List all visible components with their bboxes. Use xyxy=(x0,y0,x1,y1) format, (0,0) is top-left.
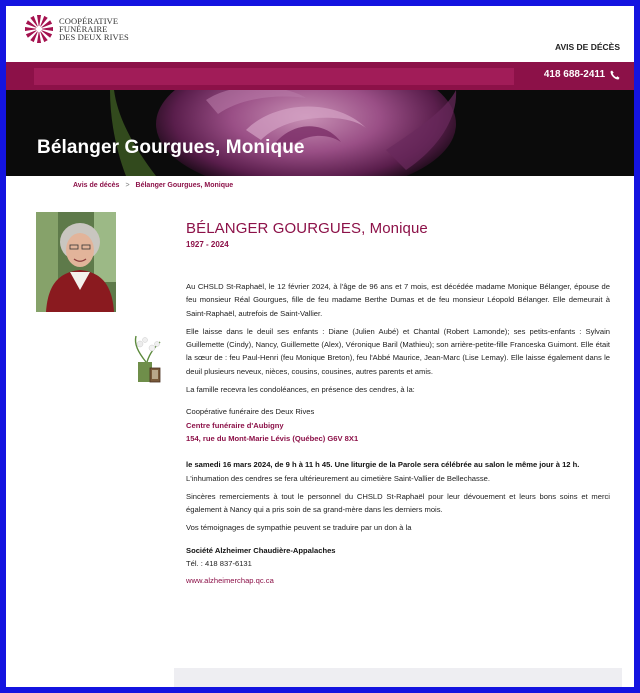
logo-line-2: FUNÉRAIRE xyxy=(59,24,108,34)
logo-text xyxy=(59,17,129,41)
paragraph-death: Au CHSLD St-Raphaël, le 12 février 2024, à l'âge de 96 ans et 7 mois, est décédée madame Monique Bélanger, épouse de feu monsieur Réal Gourgues, fille de feu madame Berthe Dumas et de feu monsieur Léopold Bélanger. Elle demeurait à Saint-Raphaël, autrefois de Saint-Vallier. xyxy=(186,282,610,318)
logo[interactable] xyxy=(24,14,129,44)
breadcrumb-current: Bélanger Gourgues, Monique xyxy=(135,182,234,189)
band-inner-bar xyxy=(34,68,514,85)
venue-name: Centre funéraire d'Aubigny xyxy=(186,420,284,430)
lifespan-dates: 1927 - 2024 xyxy=(186,240,229,249)
donation-website-link[interactable]: www.alzheimerchap.qc.ca xyxy=(186,576,274,586)
hero-banner xyxy=(6,90,634,176)
paragraph-family: Elle laisse dans le deuil ses enfants : Diane (Julien Aubé) et Chantal (Robert Lamonde); ses petits-enfants : Sylvain Guillemette (Cindy), Nancy, Guillemette (Alex), Véronique Baril (Mathieu); son arrière-petite-fille Franceska Guimont. Elle était la sœur de : feu Paul-Henri (feu Monique Breton), feu l'Abbé Maurice, Jean-Marc (Lise Lemay). Elle laisse également dans le deuil plusieurs neveux, nièces, cousins, cousines, autres parents et amis. xyxy=(186,326,610,376)
venue-org: Coopérative funéraire des Deux Rives xyxy=(186,407,315,417)
breadcrumb xyxy=(73,182,233,189)
deceased-name: BÉLANGER GOURGUES, Monique xyxy=(186,220,428,237)
rose-image xyxy=(6,90,634,176)
venue-block xyxy=(186,405,610,445)
phone-link[interactable] xyxy=(544,69,620,80)
donation-intro: Vos témoignages de sympathie peuvent se traduire par un don à la xyxy=(186,523,412,533)
comments-section xyxy=(174,668,622,687)
logo-line-3: DES DEUX RIVES xyxy=(59,32,129,42)
contact-band xyxy=(6,62,634,90)
donation-org: Société Alzheimer Chaudière-Appalaches xyxy=(186,545,336,555)
breadcrumb-home-link[interactable]: Avis de décès xyxy=(73,182,120,189)
hero-title: Bélanger Gourgues, Monique xyxy=(37,137,305,158)
paragraph-condolences: La famille recevra les condoléances, en présence des cendres, à la: xyxy=(186,385,415,395)
obituary-content xyxy=(186,220,610,588)
donation-block xyxy=(186,544,610,589)
venue-address: 154, rue du Mont-Marie Lévis (Québec) G6V 8X1 xyxy=(186,433,359,443)
site-header xyxy=(6,6,634,62)
phone-number: 418 688-2411 xyxy=(543,69,605,80)
breadcrumb-separator: > xyxy=(125,182,130,189)
logo-sunburst-icon xyxy=(24,14,54,44)
page xyxy=(6,6,634,687)
flowers-image[interactable] xyxy=(130,332,164,384)
donation-phone: Tél. : 418 837-6131 xyxy=(186,559,252,569)
portrait-photo xyxy=(36,212,116,312)
nav-avis-de-deces[interactable]: AVIS DE DÉCÈS xyxy=(554,42,620,52)
burial-note: L'inhumation des cendres se fera ultérieurement au cimetière Saint-Vallier de Bellechasse. xyxy=(186,473,490,483)
service-schedule: le samedi 16 mars 2024, de 9 h à 11 h 45. Une liturgie de la Parole sera célébrée au salon le même jour à 12 h. xyxy=(186,460,580,470)
logo-line-1: COOPÉRATIVE xyxy=(59,16,119,26)
thanks-note: Sincères remerciements à tout le personnel du CHSLD St-Raphaël pour leur dévouement et leurs bons soins et merci également à Nancy qui a pris soin de sa grand-mère dans les derniers mois. xyxy=(186,491,610,515)
phone-icon xyxy=(610,70,620,80)
